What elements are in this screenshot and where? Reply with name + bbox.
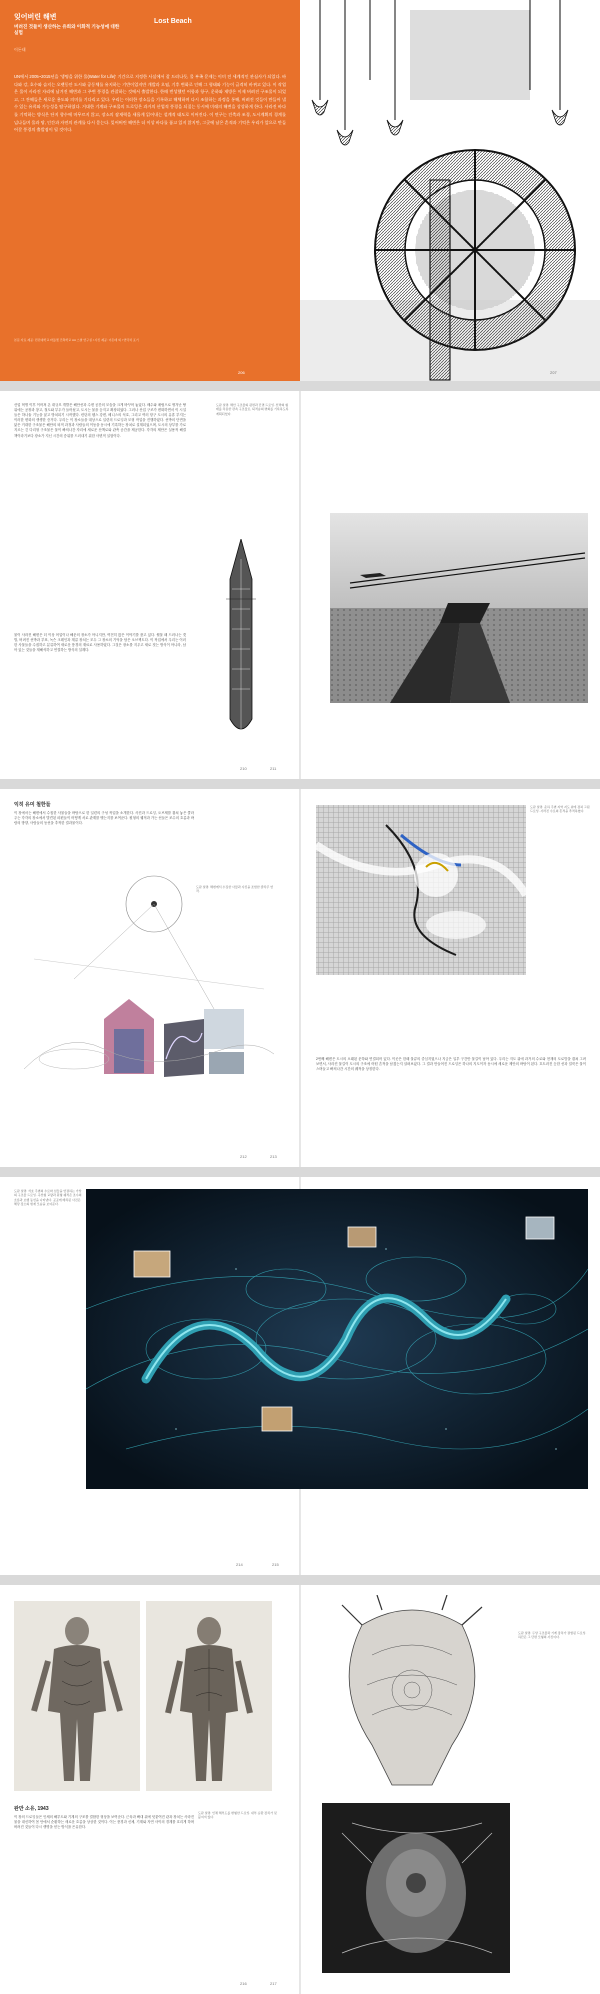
body-text-column: 이 장에서는 해변에서 수집한 사물들을 바탕으로 한 일련의 구성 작업을 소개한다. 사진과 드로잉, 오브제를 겹쳐 놓은 콜라주는 각각의 장소에서 발견된 파편들이 어떻게 서로 관계를 맺는지를 보여준다. 원형의 궤적과 가는 선들은 조수의 흐름과 바람의 방향, 사람들의 동선을 추적한 결과물이다. <box>14 811 194 826</box>
body-text-column: 2번째 해변은 도시의 오래된 운하와 연결되어 있다. 이곳은 한때 물류의 중심지였으나 지금은 일부 구간만 물길이 남아 있다. 우리는 지도 위에 과거의 수로와 현재의 도로망을 겹쳐 그려 보면서, 사라진 물길이 도시의 구조에 어떤 흔적을 남겼는지 살펴보았다. 그 결과 만들어진 드로잉은 하나의 지도이자 동시에 새로운 제안의 바탕이 된다. 흐트러진 듯한 선과 얼룩은 물이 스며들고 빠져나간 시간의 궤적을 상징한다. <box>316 1057 586 1072</box>
page-number: 207 <box>550 370 557 375</box>
head-machine-drawing <box>322 1595 502 1795</box>
spread-anatomy <box>0 1585 600 1994</box>
page-number: 210 <box>240 766 247 771</box>
credits-text: 본문 자료 제공: 런던대학교 바틀렛 건축학교 AA 스쿨 연구실 / 사진 제공: 이돈태 외 / 연락처 표기 <box>14 338 139 342</box>
spread-lagoon-drawing <box>0 1177 600 1575</box>
collage-drawing <box>14 859 284 1129</box>
article-subtitle: 버려진 것들이 생산하는 유희와 이화적 기능성에 대한 실험 <box>14 24 120 36</box>
machine-etching-illustration <box>300 0 600 381</box>
orange-title-panel <box>0 0 300 381</box>
gutter <box>299 391 301 779</box>
lagoon-bridge-drawing <box>86 1189 588 1489</box>
page-number: 211 <box>270 766 277 771</box>
page-number: 216 <box>240 1981 247 1986</box>
page-number: 214 <box>236 1562 243 1567</box>
figure-caption: 도판 설명: 운하 주변 지역 지도 위에 겹쳐 그린 드로잉. 사라진 수로의 흔적을 추적하였다. <box>530 805 590 814</box>
page-number: 215 <box>272 1562 279 1567</box>
figure-caption: 도판 설명: 해변에서 수집한 사물과 사진을 조합한 콜라주 연작. <box>196 885 274 894</box>
sculpture-photo <box>322 1803 510 1973</box>
author-name: 이돈태 <box>14 47 26 52</box>
section-heading: 완만 소유, 1943 <box>14 1806 49 1812</box>
page-number: 217 <box>270 1981 277 1986</box>
page-number: 213 <box>270 1154 277 1159</box>
spread-opening <box>0 0 600 381</box>
spread-collage-map <box>0 789 600 1167</box>
article-title-korean: 잊어버린 해변 <box>14 14 57 21</box>
gutter <box>299 789 301 1167</box>
figure-caption: 도판 설명: 석호 주변의 수로와 섬들을 연결하는 가상의 구조물 드로잉. 곡선형 교량과 원형 궤적은 조수의 흐름과 보행 동선을 나타낸다. 곳곳에 배치된 사진은 해당 장소의 현재 모습을 보여준다. <box>14 1189 82 1206</box>
annotated-city-map <box>316 805 526 975</box>
body-text-column-2: 물이 사라진 해변은 더 이상 어업이나 해운의 장소가 아니지만, 여전히 많은 이야기를 품고 있다. 썰물 때 드러나는 갯벌, 버려진 선박과 부표, 녹슨 크레인과 계류 장치는 모두 그 장소의 기억을 담은 오브젝트다. 이 작업에서 우리는 이러한 사물들을 수집하고 분류하여 새로운 풍경의 재료로 사용하였다. 그것은 장소를 지우고 새로 짓는 방식이 아니라, 남아 있는 것들을 재해석하고 연결하는 방식의 설계다. <box>14 633 186 653</box>
anatomy-drawing-1 <box>14 1601 140 1791</box>
figure-caption: 도판 설명: 두상 구조물과 기계 장치가 결합된 드로잉. 하단은 그 단면 모형의 사진이다. <box>518 1631 587 1640</box>
city-bridge-photomontage <box>330 513 588 703</box>
ship-plan-drawing <box>226 539 256 739</box>
article-title-english: Lost Beach <box>154 18 192 25</box>
gutter <box>299 1585 301 1994</box>
page-number: 212 <box>240 1154 247 1159</box>
body-text-column: 산업 혁명 이후 이어져 온 대규모 개발은 해안선과 수변 공간의 모습을 크게 바꾸어 놓았다. 배수와 매립으로 생겨난 땅 위에는 공장과 창고, 철도와 부두가 들어섰고, 도시는 물을 등지고 확장되었다. 그러나 산업 구조가 변화하면서 이 시설들은 하나둘 기능을 잃고 방치되기 시작했다. 런던의 템스 강변, 베니스의 석호, 그리고 여러 항구 도시의 유휴 부지는 이러한 변화의 생생한 증거다. 우리는 이 장소들을 대상으로 일련의 드로잉과 모형 작업을 진행하였다. 선박의 단면을 닮은 거대한 구조물은 해안의 퇴적 과정과 사람들의 이동을 동시에 기록하는 장치로 설계되었으며, 도시의 상부를 가로지르는 긴 다리형 구조물은 물이 빠져나간 자리에 새로운 산책로와 관측 공간을 제공한다. 각각의 제안은 실용적 해결책이라기보다 장소가 지닌 시간의 층위를 드러내기 위한 사변적 실험이다. <box>14 403 186 438</box>
figure-caption: 도판 설명: 해안 구조물의 평면과 단면 드로잉. 선박의 형태를 차용한 관측 구조물로, 퇴적층의 변화를 기록하도록 계획되었다. <box>216 403 289 416</box>
spread-structures <box>0 391 600 779</box>
intro-body-text: UN에서 2005~2015년을 '생명을 위한 물(Water for Life)' 기간으로 지정한 사실에서 잘 드러나듯, 물 부족 문제는 이미 전 세계적인 관심사가 되었다. 바다와 강, 호수와 습지는 오랫동안 도시와 공동체를 유지하는 기반이었지만 개발과 오염, 기후 변화로 인해 그 형태와 기능이 급격히 바뀌고 있다. 이 작업은 물이 사라진 자리에 남겨진 해변과 그 주변 풍경을 관찰하는 것에서 출발한다. 한때 번성했던 어항과 항구, 운하와 제방은 이제 버려진 구조물이 되었고, 그 잔해들은 새로운 용도와 의미를 기다리고 있다. 우리는 이러한 장소들을 기록하고 해체하며 다시 조합하는 과정을 통해, 버려진 것들이 만들어 낼 수 있는 유희와 가능성을 탐구하였다. 거대한 기계와 구조물의 드로잉은 과거의 산업적 풍경을 되짚는 동시에 미래의 해변을 상상하게 한다. 사라진 바다를 기억하는 방식은 단지 향수에 머무르지 않고, 장소의 잠재력을 새롭게 읽어내는 설계적 태도로 이어진다. 이 연구는 건축과 조경, 도시계획의 경계를 넘나들며 물과 땅, 인간과 자연의 관계를 다시 묻는다. 잊어버린 해변은 더 이상 바다를 품고 있지 않지만, 그곳에 남은 흔적과 기억은 우리가 앞으로 만들어갈 풍경의 출발점이 될 것이다. <box>14 74 286 133</box>
figure-caption: 도판 설명: 인체 해부도를 변형한 드로잉. 내부 순환 장치가 덧붙여져 있다. <box>198 1811 277 1820</box>
section-heading: 익히 유미 철한들 <box>14 802 51 808</box>
page-number: 206 <box>238 370 245 375</box>
body-text-column: 이 장의 드로잉들은 인체의 해부도와 기계의 구조를 결합한 형상을 보여준다. 근육과 뼈대 위에 덧붙여진 관과 장치는 사라진 물을 대신하여 몸 안에서 순환하는 새로운 흐름을 상상한 것이다. 이는 풍경과 신체, 기계와 자연 사이의 경계를 흐리게 하며 버려진 것들이 다시 생명을 얻는 방식을 은유한다. <box>14 1815 194 1830</box>
anatomy-drawing-2 <box>146 1601 272 1791</box>
